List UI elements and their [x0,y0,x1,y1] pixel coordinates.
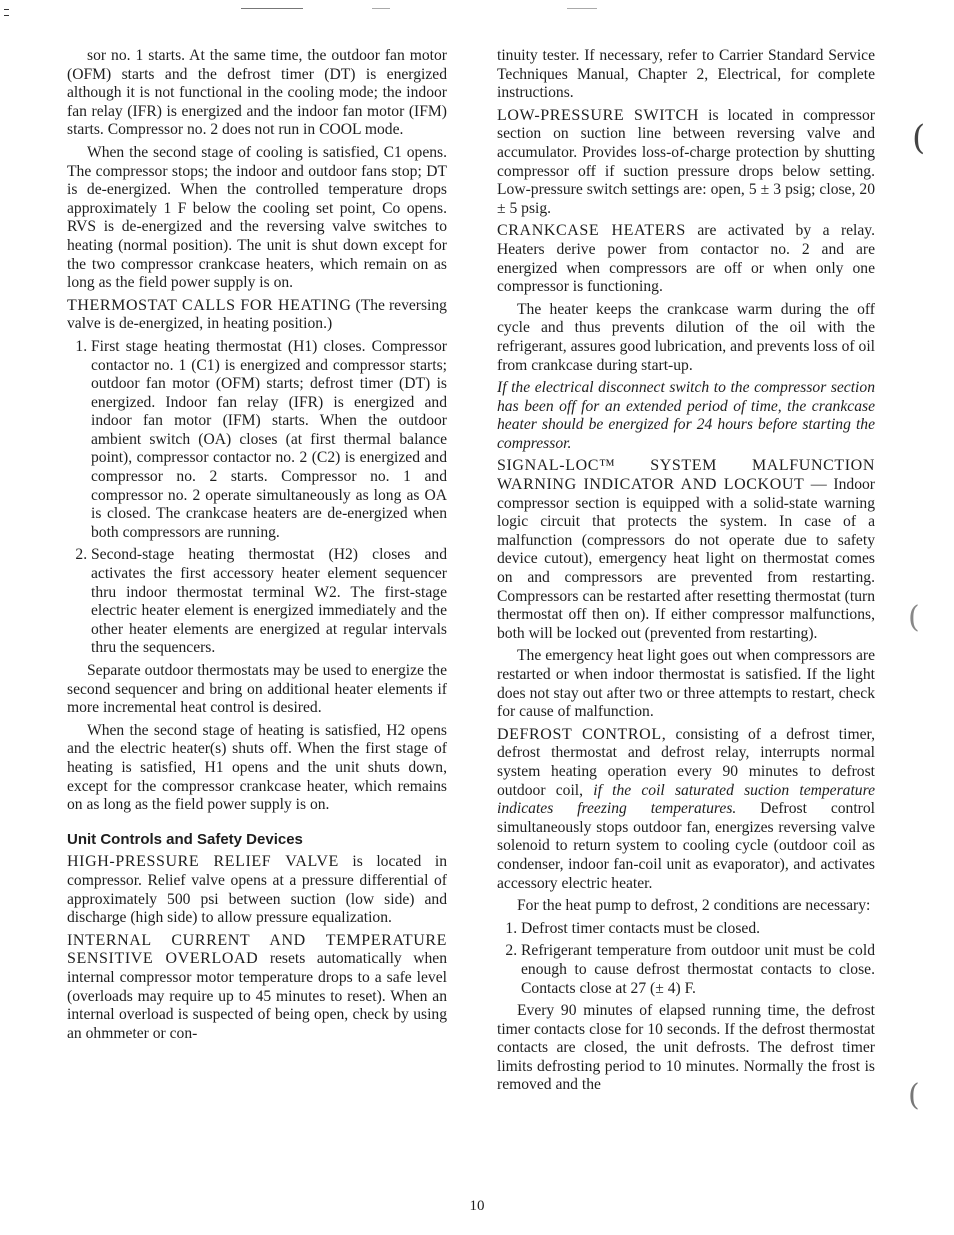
list-item: 1. First stage heating thermostat (H1) closes. Compressor contactor no. 1 (C1) is energized and compressor starts; outdoor fan motor (OFM) starts; defrost timer (DT) is energized. Indoor fan relay (IFR) is energized and indoor fan motor (IFM) starts. When the outdoor ambient switch (OA) closes (at first thermal balance point), compressor contactor no. 2 (C2) is energized and compressor no. 2 starts. Compressor no. 1 and compressor no. 2 operate simultaneously as long as OA is closed. The crankcase heaters are de-energized when both compressors are running. [91,338,447,543]
paragraph: For the heat pump to defrost, 2 conditions are necessary: [517,897,871,915]
list-item: 2. Refrigerant temperature from outdoor unit must be cold enough to cause defrost thermostat contacts to close. Contacts close at 27 (± 4) F. [521,942,875,998]
run-in-heading: INTERNAL CURRENT AND TEMPERATURE SENSITIVE OVERLOAD [67,931,447,968]
paragraph: THERMOSTAT CALLS FOR HEATING (The reversing valve is de-energized, in heating position.) [67,296,447,333]
paragraph: The heater keeps the crankcase warm during the off cycle and thus prevents dilution of the oil with the refrigerant, assures good lubrication, and prevents loss of oil from crankcase during start-up. [497,300,875,374]
run-in-heading: THERMOSTAT CALLS FOR HEATING [67,296,352,314]
left-column [67,47,447,1047]
run-in-heading: CRANKCASE HEATERS [497,222,686,240]
list-item: 2. Second-stage heating thermostat (H2) closes and activates the first accessory heater element sequencer thru indoor thermostat terminal W2. The first-stage electric heater element is energized immediately and the other heater elements are energized at regular intervals thru the sequencers. [91,546,447,658]
run-in-heading: HIGH-PRESSURE RELIEF VALVE [67,853,339,871]
paragraph: CRANKCASE HEATERS are activated by a relay. Heaters derive power from contactor no. 2 and are energized when compressors are off or when only one compressor is functioning. [497,222,875,296]
paragraph: INTERNAL CURRENT AND TEMPERATURE SENSITIVE OVERLOAD resets automatically when internal compressor motor temperature drops to a safe level (overloads may require up to 45 minutes to reset). When an internal overload is suspected of being open, check by using an ohmmeter or con- [67,931,447,1042]
section-heading: Unit Controls and Safety Devices [67,830,303,848]
run-in-heading: DEFROST CONTROL, [497,725,667,743]
right-column [497,47,875,1099]
paragraph: LOW-PRESSURE SWITCH is located in compressor section on suction line between reversing valve and accumulator. Provides loss-of-charge protection by shutting compressor off if suction pressure drops below setting. Low-pressure switch settings are: open, 5 ± 3 psig; close, 20 ± 5 psig. [497,106,875,217]
paragraph: Separate outdoor thermostats may be used to energize the second sequencer and bring on additional heater elements if more incremental heat control is desired. [67,662,447,717]
list-item: 1. Defrost timer contacts must be closed. [521,920,875,939]
paragraph: The emergency heat light goes out when compressors are restarted or when indoor thermostat is satisfied. If the light does not stay out after two or three attempts to restart, check for cause of malfunction. [497,647,875,721]
header-rule-left [241,8,303,9]
run-in-heading: SIGNAL-LOC™ SYSTEM MALFUNCTION WARNING INDICATOR AND LOCKOUT — [497,457,875,494]
header-rule-mid [372,8,390,9]
paragraph: tinuity tester. If necessary, refer to Carrier Standard Service Techniques Manual, Chapter 2, Electrical, for complete instructions. [497,47,875,102]
paragraph: Every 90 minutes of elapsed running time, the defrost timer contacts close for 10 seconds. If the defrost thermostat contacts are closed, the unit defrosts. The defrost timer limits defrosting period to 10 minutes. Normally the frost is removed and the [497,1002,875,1094]
paragraph: When the second stage of cooling is satisfied, C1 opens. The compressor stops; the indoor and outdoor fans stop; DT is de-energized. When the controlled temperature drops approximately 1 F below the cooling set point, Co opens. RVS is de-energized and the reversing valve switches to heating (normal position). The unit is shut down except for the two compressor crankcase heaters, which remain on as long as the field power supply is on. [67,143,447,292]
header-rule-right [567,8,597,9]
page-number: 10 [469,1198,485,1214]
numbered-list [67,338,447,658]
paragraph: SIGNAL-LOC™ SYSTEM MALFUNCTION WARNING INDICATOR AND LOCKOUT — Indoor compressor section is equipped with a solid-state warning logic circuit that protects the system. In case of a malfunction (compressors do not operate due to safety device cutout), emergency heat light on thermostat comes on and compressors are prevented from restarting. Compressors can be restarted after resetting thermostat (turn thermostat off then on). If either compressor malfunctions, both will be locked out (prevented from restarting). [497,457,875,642]
italic-note: If the electrical disconnect switch to the compressor section has been off for an extended period of time, the crankcase heater should be energized for 24 hours before starting the compressor. [497,379,875,452]
paragraph: HIGH-PRESSURE RELIEF VALVE is located in compressor. Relief valve opens at a pressure differential of approximately 500 psi between suction (low side) and discharge (high side) to allow pressure equalization. [67,853,448,927]
paragraph: DEFROST CONTROL, consisting of a defrost timer, defrost thermostat and defrost relay, interrupts normal system heating operation every 90 minutes to defrost outdoor coil, if the coil saturated suction temperature indicates freezing temperatures. Defrost control simultaneously stops outdoor fan, energizes reversing valve solenoid to return system to cooling cycle (outdoor coil as condenser, indoor fan-coil unit as evaporator), and activates accessory electric heater. [497,725,876,892]
binder-hole-mark: ( [912,118,926,158]
binder-hole-mark: ( [908,600,920,635]
binder-hole-mark: ( [908,1078,920,1113]
paragraph: When the second stage of heating is satisfied, H2 opens and the electric heater(s) shuts off. When the first stage of heating is satisfied, H1 opens and the unit shuts down, except for the compressor crankcase heater, which remains on as long as the field power supply is on. [67,721,447,814]
run-in-heading: LOW-PRESSURE SWITCH [497,106,699,124]
corner-mark [4,9,9,16]
numbered-list [497,920,875,998]
paragraph: sor no. 1 starts. At the same time, the outdoor fan motor (OFM) starts and the defrost timer (DT) is energized although it is not functional in the cooling mode; the indoor fan relay (IFR) is energized and the indoor fan motor (IFM) starts. Compressor no. 2 does not run in COOL mode. [67,47,447,139]
